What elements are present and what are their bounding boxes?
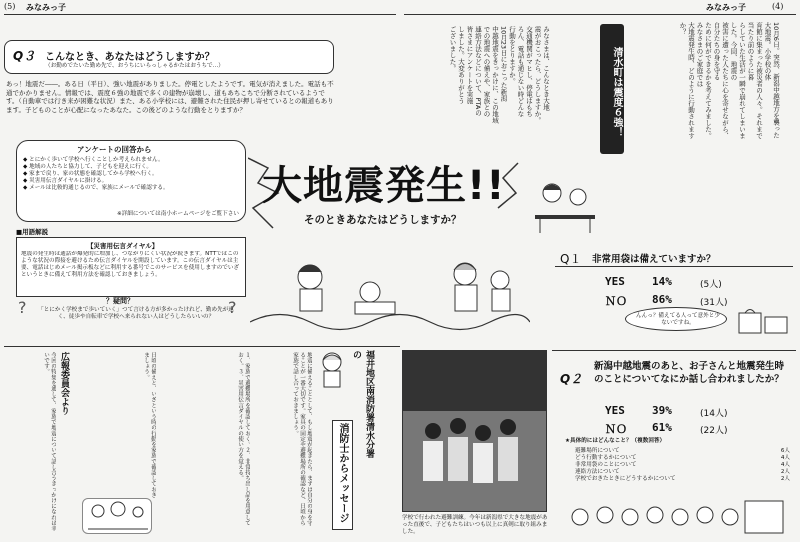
survey-box xyxy=(16,140,246,222)
fire-body-mid: １．家族で避難場所を確認しておく。２．非常持ち出し品を用意しておく。３．災害用伝言ダイヤルの使い方を覚える。 xyxy=(237,352,250,526)
evacuation-photo xyxy=(402,350,547,512)
center-title-block xyxy=(248,148,528,248)
q2-detail-row: 非常用袋のことについて 4人 xyxy=(575,462,790,468)
q2-top-rule xyxy=(552,350,796,351)
q1-rule xyxy=(555,266,793,267)
hiding-family-icon xyxy=(530,175,600,235)
question-mark-icon: ? xyxy=(228,298,237,317)
question-title: ？疑問？ xyxy=(106,297,134,305)
photo-caption: 学校で行われた避難訓練。今年は新潟県で大きな地震があった直後で、子どもたちはいつも以上に真剣に取り組みました。 xyxy=(402,515,548,535)
left-header-rule xyxy=(4,14,396,15)
survey-list xyxy=(23,157,241,192)
center-subtitle: そのときあなたはどうしますか？ xyxy=(304,214,462,226)
bottom-left2-body: 日頃の備えと、いざという時の行動を家族で確認しておきましょう。 xyxy=(143,352,156,498)
q2-detail-list xyxy=(575,448,790,483)
crowd-illustration xyxy=(560,495,790,537)
q1-yes-pct: 14% xyxy=(652,275,672,288)
glossary-box xyxy=(16,237,246,297)
q1-yes-count: (5人) xyxy=(700,280,722,290)
sidebar-title: 清水町は震度６強！ xyxy=(600,24,624,154)
q2-label: Q２ xyxy=(560,372,583,386)
q2-no-count: (22人) xyxy=(700,426,728,436)
survey-item: ◆ 災害用伝言ダイヤルに掛ける。 xyxy=(23,178,108,184)
q2-yes-pct: 39% xyxy=(652,404,672,417)
q2-detail-row: 学校でおきたときにどうするかについて 2人 xyxy=(575,476,790,482)
left-header-title: みなみっ子 xyxy=(26,2,66,12)
right-page-number: (4) xyxy=(772,2,784,11)
q1-no-pct: 86% xyxy=(652,293,672,306)
q2-detail-title: ★具体的にはどんなこと？（複数回答） xyxy=(565,438,666,444)
crowd-icon xyxy=(560,495,790,537)
q2-yes-count: (14人) xyxy=(700,409,728,419)
people-falling-icon xyxy=(250,252,530,342)
q1-label: Q１ xyxy=(560,252,582,266)
q1-title: 非常用袋は備えていますか？ xyxy=(592,254,716,265)
bottom-rule xyxy=(4,346,400,347)
glossary-title: 【災害用伝言ダイヤル】 xyxy=(87,242,159,250)
q1-no-count: (31人) xyxy=(700,298,728,308)
firefighter-icon xyxy=(318,350,346,390)
left-page-number: (5) xyxy=(4,2,16,11)
q1-yes-label: YES xyxy=(605,275,625,288)
survey-title: アンケートの回答から xyxy=(77,145,152,154)
family-icon xyxy=(83,499,153,535)
fire-section-subtitle: 消防士からメッセージ xyxy=(332,420,353,530)
survey-item: ◆ とにかく歩いて学校へ行くことしか考えられません。 xyxy=(23,157,164,163)
q1-bubble xyxy=(625,307,727,331)
family-illustration xyxy=(82,498,152,534)
survey-item: ◆ 地域の人たちと協力して、子どもを迎えに行く。 xyxy=(23,164,152,170)
q2-title: 新潟中越地震のあと、お子さんと地震発生時のことについてなにか話し合われましたか？ xyxy=(594,361,785,385)
q2-no-pct: 61% xyxy=(652,421,672,434)
emergency-bag-illustration xyxy=(735,305,790,337)
center-title: 大地震発生!! xyxy=(262,163,506,209)
q2-yes-label: YES xyxy=(605,404,625,417)
q3-title: こんなとき、あなたはどうしますか？ xyxy=(45,52,215,63)
question-mark-icon: ? xyxy=(18,298,27,317)
earthquake-illustration xyxy=(250,252,530,342)
glossary-label: ■用語解説 xyxy=(16,228,49,236)
question-bubble xyxy=(16,296,246,340)
survey-note: ※詳細については南小ホームページをご覧下さい xyxy=(117,211,239,217)
q3-header-box xyxy=(4,40,334,74)
glossary-body: 地震の発生時は通話が爆発的に増加し、つながりにくい状況が続きます。NTTではこのような状況の際接を避けるため伝言ダイヤルを開設しています。この伝言ダイヤルは主要、電話はじめメール掲示板などに利用する番号でこのサービスを使用しますのでいざというときに備えて利用方法を確認しておきましょう。 xyxy=(21,251,240,278)
q2-no-label: ＮＯ xyxy=(605,423,627,436)
q3-label: Q３ xyxy=(13,49,36,63)
right-intro-vertical: 10月6日。突然、新潟中越地方を襲った大地震。小学校の体 育館に集まった被災者の人々。それまで当たり前のように暮 らしていた生活が一瞬で崩れてしまいました。今回、地震の 被害に遭った人たちに心を寄せながら、自分たちの身を守る ために何ができるかを考えてみました。みなさまのご家庭では 大地震発生時、どのように行動されますか？ xyxy=(678,22,780,139)
right-header-title: みなみっ子 xyxy=(706,2,746,12)
family-under-table-illustration xyxy=(530,175,600,235)
q2-detail-row: どう行動するかについて 4人 xyxy=(575,455,790,461)
bag-icon xyxy=(735,305,790,337)
bottom-left-title: 広報委員会より xyxy=(59,352,69,415)
survey-item: ◆ メールは比較的通じるので、家族にメールで確認する。 xyxy=(23,185,169,191)
q2-detail-row: 連絡方法について 2人 xyxy=(575,469,790,475)
bottom-left-body: 今回の特集を通して、家族で地震について話し合うきっかけになれば幸いです。 xyxy=(43,352,56,532)
question-body: 「とにかく学校まで歩いていく」つて言ける方が多かったけれど、勤め先が遠く、徒歩や自転車で学校へ来られない人はどうしたらいいの？ xyxy=(38,307,234,320)
q3-body: あっ！地震だ――。ある日（平日）、強い地震がありました。停電としたようです。電気が消えました。電話も不通でかかりません。情報では、震度６強の地震で多くの建物が崩壊し、道もあちこちで分断されているようです。（自動車では行き来が困難な状況）また、ある小学校には、避難された住民が押し寄せているとの報道もあります。子どものことが心配になったあなた。この後どのような行動をとりますか？ xyxy=(6,80,334,114)
q1-bubble-text: んんっ？備えてる人って意外と少ないですね。 xyxy=(636,313,720,326)
q1-no-label: ＮＯ xyxy=(605,295,627,308)
intro-vertical: みなさまは、こんなとき大地 震がおこったら、どうしますか。 交通機関がマヒし、停電はもち ろん、電話も通じない時どんな 行動をとりますか。 10月23日におこった新潟 中越地震をきっかけに、この地域 での地震への備えや、家族との 連絡方法などについて、PTAの 皆さまにアンケートを実施 しました。大変ありがとう ございました。 xyxy=(448,26,550,124)
photo-children-icon xyxy=(403,351,546,511)
q2-detail-row: 避難場所について 6人 xyxy=(575,448,790,454)
fire-body-left: 地震に備えることとして、もし地震が起きたら、まずは自分の身を守ることが一番大切です。家具の固定や避難場所の確認など、日頃から家族で話し合っておきましょう。 xyxy=(292,352,312,526)
right-header-rule xyxy=(404,14,796,15)
firefighter-illustration xyxy=(318,350,346,390)
fire-section-title: 福井地区南消防署清水分署の xyxy=(351,350,374,458)
q3-subtitle: （お勤めでたいた勤め先で、おうちにいらっしゃるかたはおうちで…） xyxy=(45,63,224,69)
survey-item: ◆ 家まで戻り、家の状態を確認してから学校へ行く。 xyxy=(23,171,158,177)
